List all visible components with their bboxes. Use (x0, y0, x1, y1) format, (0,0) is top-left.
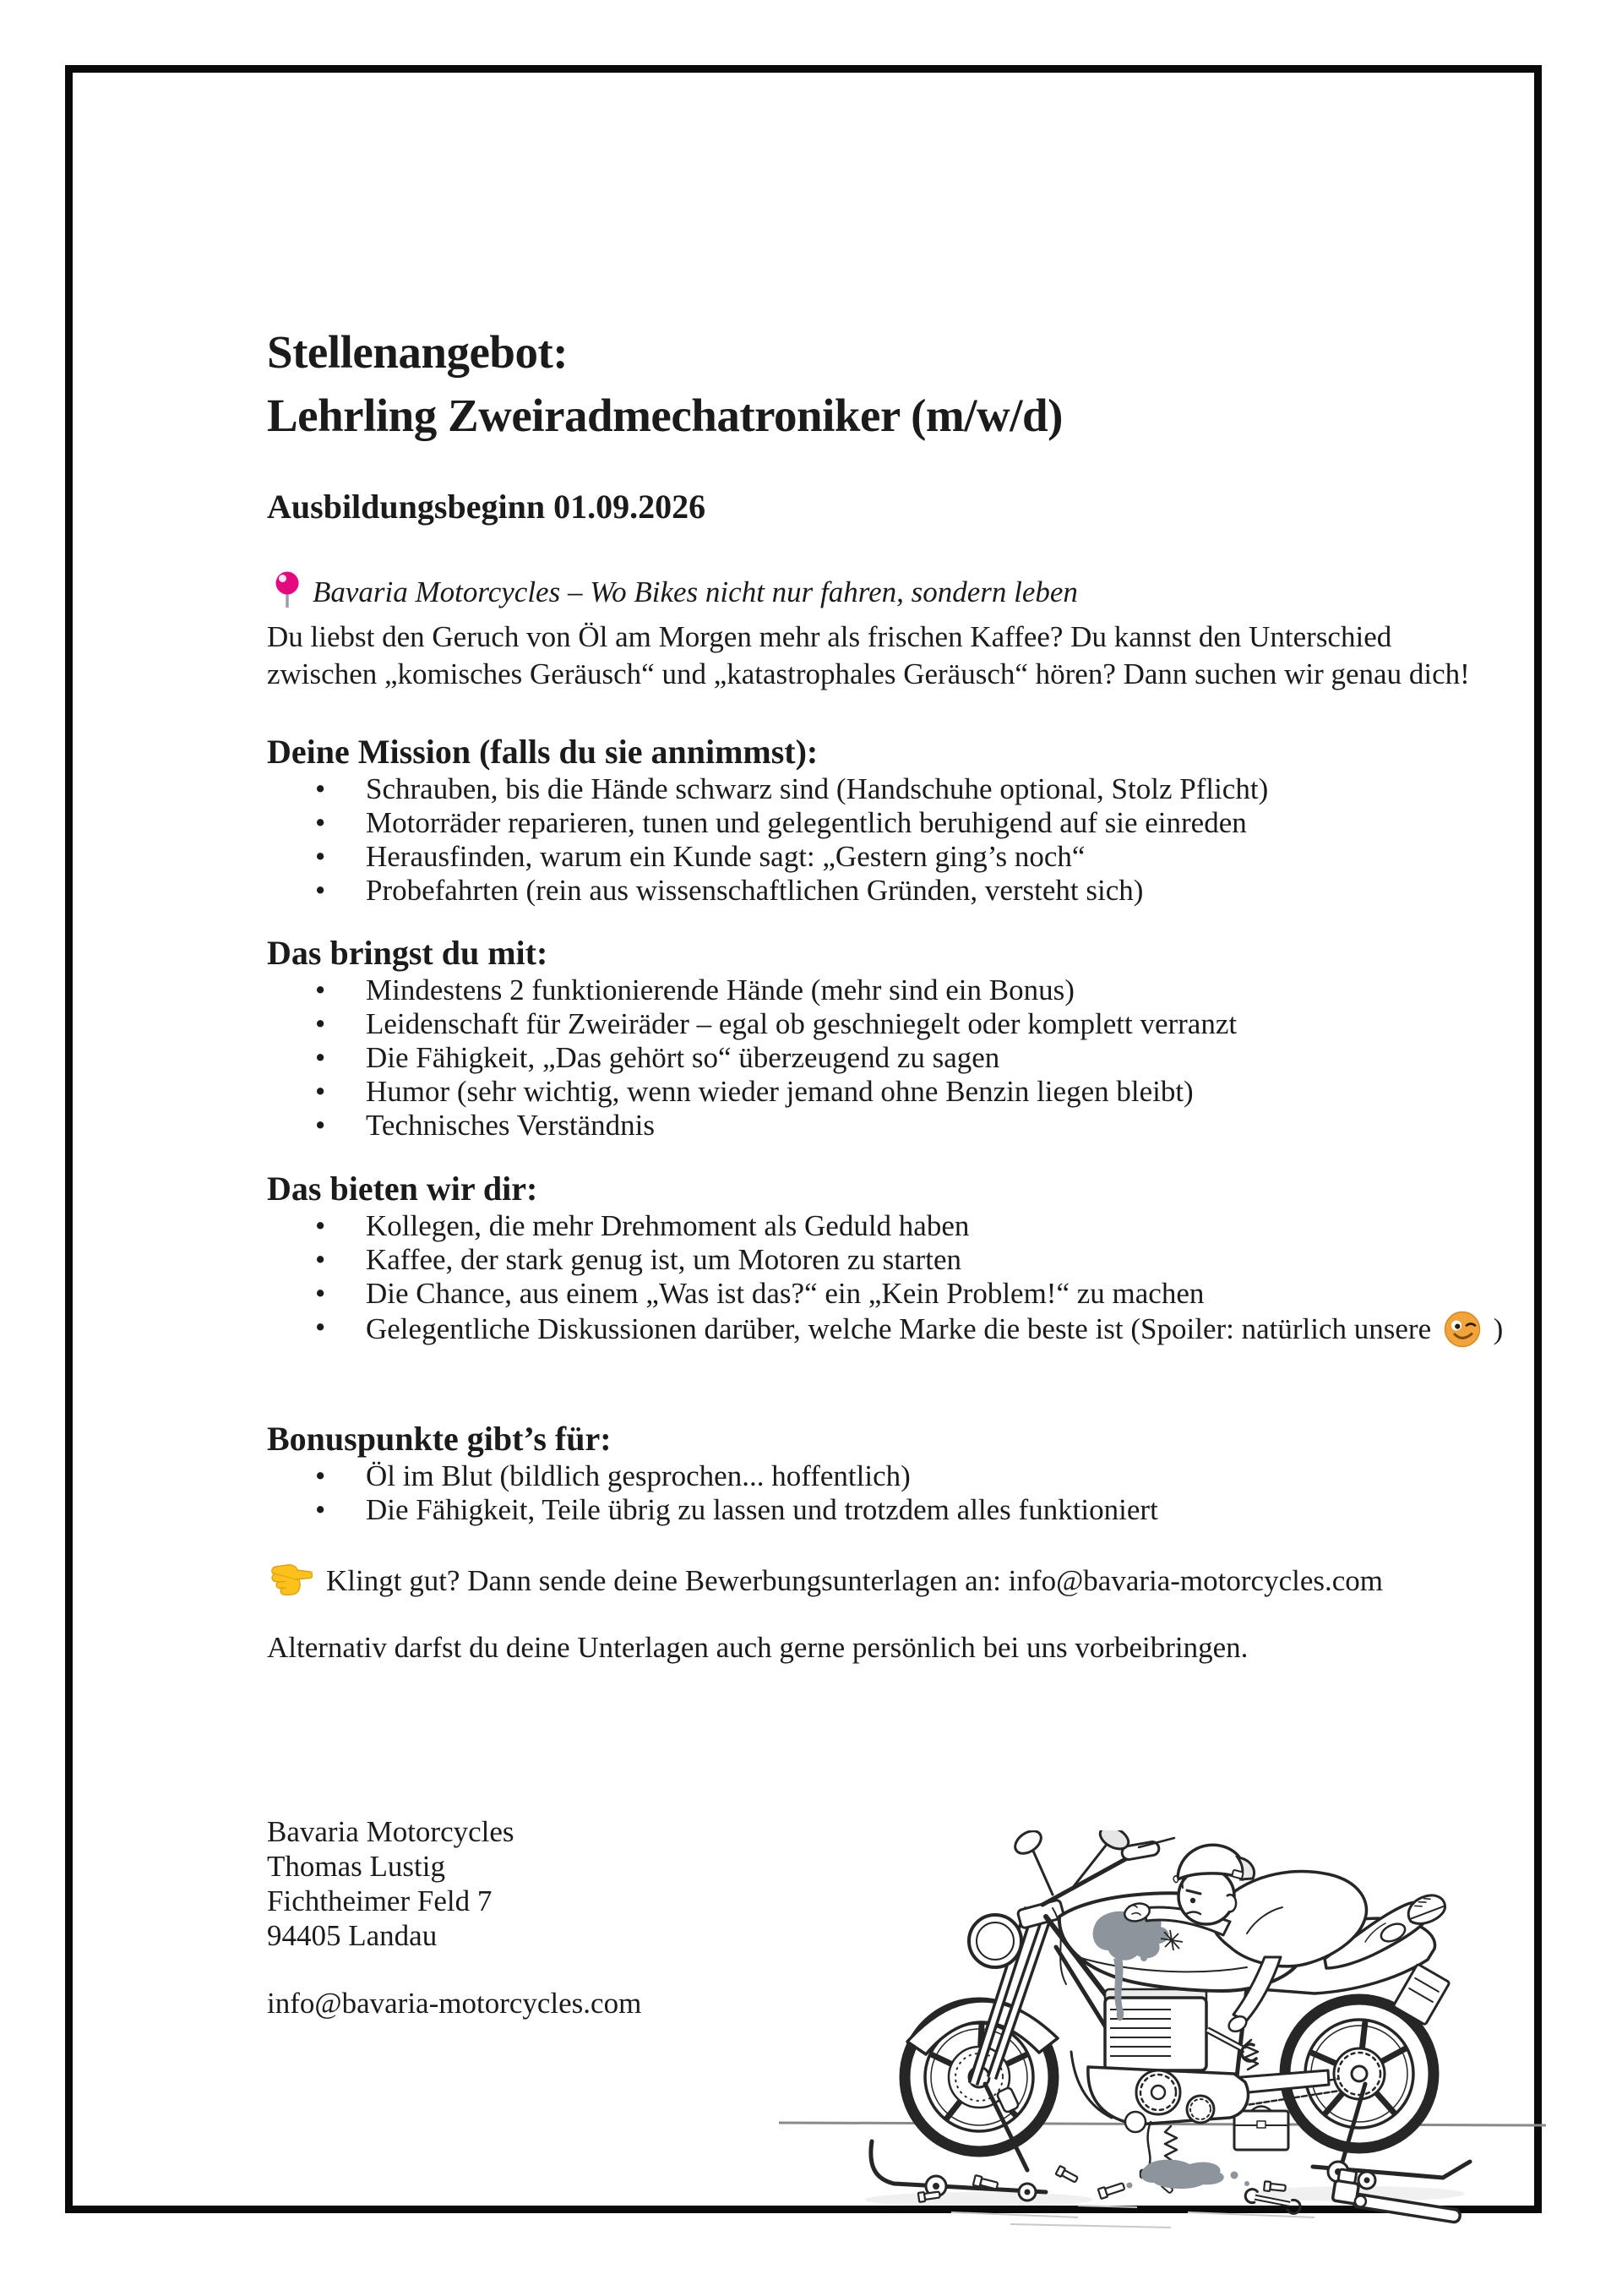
contact-city: 94405 Landau (267, 1919, 438, 1952)
pointing-right-icon (269, 1562, 313, 1606)
list-item: • Kollegen, die mehr Drehmoment als Geduld haben (267, 1209, 1534, 1243)
list-item: • Öl im Blut (bildlich gesprochen... hoffentlich) (267, 1459, 1534, 1493)
mechanic-motorcycle-illustration (774, 1830, 1551, 2296)
start-date-subtitle: Ausbildungsbeginn 01.09.2026 (267, 488, 706, 526)
section-heading-offer: Das bieten wir dir: (267, 1170, 538, 1208)
cta-line (267, 1562, 1585, 1606)
contact-company: Bavaria Motorcycles (267, 1815, 514, 1848)
page-border-frame (65, 65, 1542, 2213)
bonus-list (267, 1459, 1534, 1527)
list-item: • Technisches Verständnis (267, 1109, 1534, 1143)
list-item-with-wink (267, 1311, 1534, 1355)
cta-text: Klingt gut? Dann sende deine Bewerbungsunterlagen an: info@bavaria-motorcycles.com (326, 1564, 1383, 1597)
mission-list (267, 772, 1534, 908)
list-item: • Kaffee, der stark genug ist, um Motoren zu starten (267, 1243, 1534, 1277)
list-item: • Schrauben, bis die Hände schwarz sind (Handschuhe optional, Stolz Pflicht) (267, 772, 1534, 806)
contact-person: Thomas Lustig (267, 1850, 445, 1883)
title-line-2: Lehrling Zweiradmechatroniker (m/w/d) (267, 390, 1063, 441)
offer-list (267, 1209, 1534, 1355)
section-heading-requirements: Das bringst du mit: (267, 934, 548, 972)
list-item: • Die Chance, aus einem „Was ist das?“ ein „Kein Problem!“ zu machen (267, 1277, 1534, 1311)
contact-email: info@bavaria-motorcycles.com (267, 1987, 642, 2020)
title-line-1: Stellenangebot: (267, 326, 569, 378)
list-item: • Leidenschaft für Zweiräder – egal ob geschniegelt oder komplett verranzt (267, 1007, 1534, 1041)
list-item: • Die Fähigkeit, Teile übrig zu lassen und trotzdem alles funktioniert (267, 1493, 1534, 1527)
company-tagline: Bavaria Motorcycles – Wo Bikes nicht nur fahren, sondern leben (313, 575, 1078, 608)
list-item: • Humor (sehr wichtig, wenn wieder jemand ohne Benzin liegen bleibt) (267, 1075, 1534, 1109)
wink-item-suffix: ) (1485, 1312, 1504, 1345)
contact-street: Fichtheimer Feld 7 (267, 1884, 493, 1917)
intro-text: Du liebst den Geruch von Öl am Morgen mehr als frischen Kaffee? Du kannst den Unterschied zwischen „komisches Geräusch“ und „katastrophales Geräusch“ hören? Dann suchen wir genau dich! (267, 620, 1470, 690)
winking-face-icon (1444, 1311, 1481, 1355)
intro-paragraph (267, 570, 1477, 693)
list-item: • Herausfinden, warum ein Kunde sagt: „Gestern ging’s noch“ (267, 840, 1534, 874)
page-title (267, 320, 1534, 447)
requirements-list (267, 973, 1534, 1143)
list-item: • Probefahrten (rein aus wissenschaftlichen Gründen, versteht sich) (267, 874, 1534, 908)
alternative-line: Alternativ darfst du deine Unterlagen auch gerne persönlich bei uns vorbeibringen. (267, 1631, 1249, 1664)
list-item: • Motorräder reparieren, tunen und gelegentlich beruhigend auf sie einreden (267, 806, 1534, 840)
section-heading-bonus: Bonuspunkte gibt’s für: (267, 1420, 612, 1458)
wink-item-text: Gelegentliche Diskussionen darüber, welche Marke die beste ist (Spoiler: natürlich unsere (366, 1312, 1432, 1345)
list-item: • Mindestens 2 funktionierende Hände (mehr sind ein Bonus) (267, 973, 1534, 1007)
round-pushpin-icon (272, 570, 302, 619)
section-heading-mission: Deine Mission (falls du sie annimmst): (267, 733, 819, 771)
list-item: • Die Fähigkeit, „Das gehört so“ überzeugend zu sagen (267, 1041, 1534, 1075)
